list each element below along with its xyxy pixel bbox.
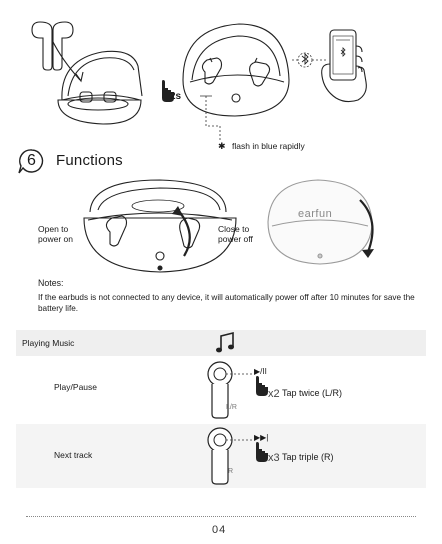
open-case bbox=[84, 180, 236, 272]
action-label: Next track bbox=[54, 450, 93, 460]
playing-music-header bbox=[16, 330, 426, 356]
phone-in-hand bbox=[322, 30, 367, 102]
hold-duration-label: 2s bbox=[170, 91, 182, 102]
closed-case bbox=[268, 180, 372, 264]
earbud-side: R bbox=[228, 468, 234, 475]
page-number: 04 bbox=[212, 524, 227, 536]
button-icon-label: ▶/II bbox=[254, 367, 267, 376]
action-label: Play/Pause bbox=[54, 382, 97, 392]
tap-instruction: Tap triple (R) bbox=[282, 452, 334, 462]
power-illustration bbox=[0, 176, 442, 282]
tap-instruction: Tap twice (L/R) bbox=[282, 388, 343, 398]
earbud-side: L/R bbox=[226, 404, 237, 411]
pairing-illustration bbox=[0, 0, 442, 150]
section-number: 6 bbox=[27, 152, 36, 169]
button-icon-label: ▶▶| bbox=[254, 433, 269, 442]
control-row-next-track bbox=[16, 424, 426, 488]
earbuds-into-case bbox=[32, 22, 142, 124]
case-brand-text: earfun bbox=[298, 208, 333, 220]
open-to-power-on-line1: Open to bbox=[38, 224, 69, 234]
notes-heading: Notes: bbox=[38, 278, 64, 288]
tap-count: x3 bbox=[268, 452, 280, 464]
flash-indicator bbox=[218, 136, 303, 154]
section-title: Functions bbox=[56, 152, 123, 169]
playing-music-heading: Playing Music bbox=[22, 338, 75, 348]
flash-label: flash in blue rapidly bbox=[232, 141, 305, 151]
pairing-drawing bbox=[0, 0, 442, 150]
section-header bbox=[18, 148, 218, 174]
close-to-power-off-line1: Close to bbox=[218, 224, 250, 234]
open-to-power-on-line2: power on bbox=[38, 234, 73, 244]
footer-divider bbox=[26, 516, 416, 517]
bluetooth-flash-icon: ✱ bbox=[218, 141, 226, 151]
control-row-play-pause bbox=[16, 356, 426, 422]
tap-count: x2 bbox=[268, 388, 280, 400]
notes-block bbox=[38, 278, 418, 314]
case-with-earbuds bbox=[183, 24, 289, 116]
close-to-power-off-line2: power off bbox=[218, 234, 253, 244]
music-note-icon bbox=[211, 330, 241, 356]
notes-text: If the earbuds is not connected to any device, it will automatically power off after 10 minutes for save the battery life. bbox=[38, 293, 415, 313]
